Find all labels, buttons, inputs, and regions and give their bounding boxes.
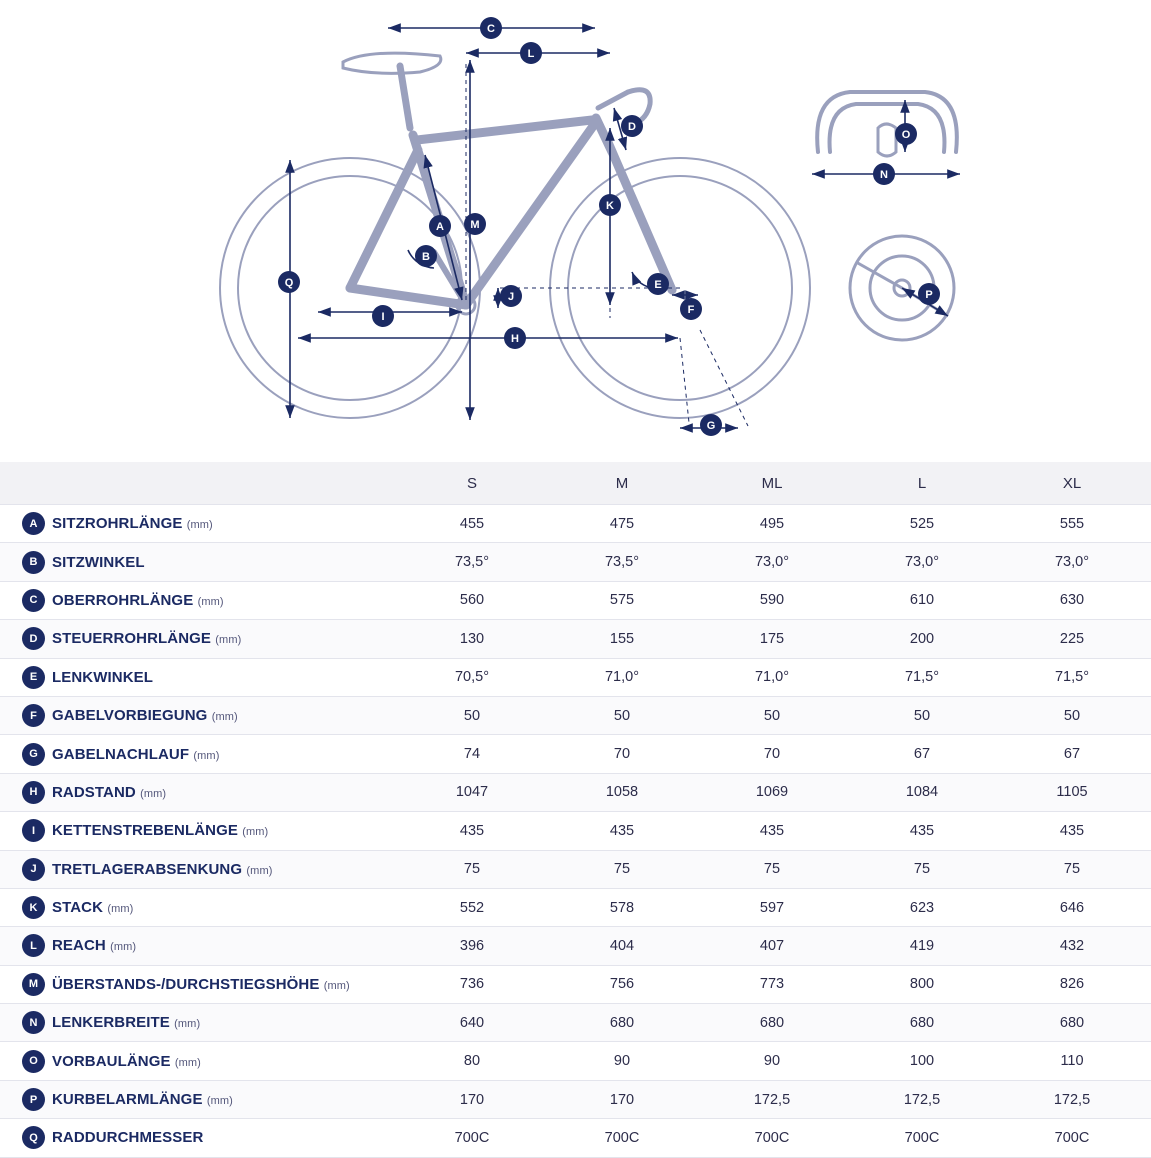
row-label-cell [52, 1004, 397, 1042]
diagram-marker-L [520, 42, 542, 64]
row-label-cell [52, 620, 397, 658]
value-cell: 73,0° [847, 543, 997, 581]
svg-text:M: M [470, 219, 480, 231]
row-label: KETTENSTREBENLÄNGE [52, 822, 238, 840]
diagram-marker-Q [278, 271, 300, 293]
row-unit: (mm) [206, 1095, 233, 1108]
row-badge: E [22, 666, 45, 689]
value-cell: 736 [397, 965, 547, 1003]
header-size-xl: XL [997, 462, 1147, 505]
row-unit: (mm) [174, 1018, 201, 1031]
header-size-l: L [847, 462, 997, 505]
diagram-marker-P [918, 283, 940, 305]
header-badge [0, 462, 52, 505]
value-cell: 170 [547, 1080, 697, 1118]
row-label-cell [52, 658, 397, 696]
svg-text:L: L [527, 48, 535, 60]
diagram-marker-K [599, 194, 621, 216]
svg-text:E: E [654, 279, 662, 291]
value-cell: 610 [847, 581, 997, 619]
value-cell: 70,5° [397, 658, 547, 696]
value-cell: 172,5 [847, 1080, 997, 1118]
row-spacer [1147, 505, 1151, 543]
table-row [0, 1080, 1151, 1118]
row-label-cell [52, 1042, 397, 1080]
value-cell: 70 [547, 735, 697, 773]
row-label: GABELNACHLAUF [52, 745, 190, 763]
row-spacer [1147, 1119, 1151, 1157]
row-unit: (mm) [197, 595, 224, 608]
value-cell: 800 [847, 965, 997, 1003]
table-row [0, 850, 1151, 888]
value-cell: 71,0° [547, 658, 697, 696]
row-label-cell [52, 543, 397, 581]
row-label-cell [52, 812, 397, 850]
header-spacer [1147, 462, 1151, 505]
table-row [0, 1004, 1151, 1042]
value-cell: 700C [697, 1119, 847, 1157]
value-cell: 435 [547, 812, 697, 850]
row-label: RADSTAND [52, 783, 136, 801]
row-label-cell [52, 773, 397, 811]
row-unit: (mm) [211, 711, 238, 724]
value-cell: 50 [547, 696, 697, 734]
value-cell: 680 [697, 1004, 847, 1042]
svg-text:H: H [511, 333, 519, 345]
diagram-marker-I [372, 305, 394, 327]
value-cell: 826 [997, 965, 1147, 1003]
value-cell: 396 [397, 927, 547, 965]
diagram-marker-O [895, 123, 917, 145]
value-cell: 50 [397, 696, 547, 734]
value-cell: 170 [397, 1080, 547, 1118]
row-badge: I [22, 819, 45, 842]
table-row [0, 543, 1151, 581]
row-spacer [1147, 543, 1151, 581]
row-label-cell [52, 1080, 397, 1118]
value-cell: 75 [847, 850, 997, 888]
row-unit: (mm) [107, 903, 134, 916]
value-cell: 575 [547, 581, 697, 619]
value-cell: 50 [847, 696, 997, 734]
diagram-marker-B [415, 245, 437, 267]
value-cell: 73,0° [997, 543, 1147, 581]
value-cell: 435 [847, 812, 997, 850]
value-cell: 1105 [997, 773, 1147, 811]
row-badge: M [22, 973, 45, 996]
value-cell: 404 [547, 927, 697, 965]
table-row [0, 581, 1151, 619]
diagram-marker-D [621, 115, 643, 137]
row-label: LENKWINKEL [52, 668, 153, 686]
value-cell: 90 [547, 1042, 697, 1080]
value-cell: 155 [547, 620, 697, 658]
row-badge-cell [0, 581, 52, 619]
row-badge-cell [0, 620, 52, 658]
row-label-cell [52, 965, 397, 1003]
row-spacer [1147, 1004, 1151, 1042]
svg-text:C: C [487, 23, 495, 35]
value-cell: 435 [397, 812, 547, 850]
row-label: STACK [52, 899, 104, 917]
row-label: TRETLAGERABSENKUNG [52, 860, 243, 878]
row-badge-cell [0, 543, 52, 581]
row-badge: Q [22, 1126, 45, 1149]
value-cell: 1084 [847, 773, 997, 811]
value-cell: 71,5° [847, 658, 997, 696]
table-row [0, 773, 1151, 811]
value-cell: 455 [397, 505, 547, 543]
value-cell: 640 [397, 1004, 547, 1042]
row-spacer [1147, 735, 1151, 773]
value-cell: 419 [847, 927, 997, 965]
table-row [0, 505, 1151, 543]
value-cell: 1058 [547, 773, 697, 811]
value-cell: 578 [547, 888, 697, 926]
value-cell: 80 [397, 1042, 547, 1080]
header-size-s: S [397, 462, 547, 505]
value-cell: 130 [397, 620, 547, 658]
row-badge-cell [0, 965, 52, 1003]
value-cell: 67 [997, 735, 1147, 773]
row-label-cell [52, 1119, 397, 1157]
value-cell: 50 [997, 696, 1147, 734]
row-label: SITZROHRLÄNGE [52, 515, 183, 533]
row-badge: G [22, 743, 45, 766]
value-cell: 1047 [397, 773, 547, 811]
row-label: OBERROHRLÄNGE [52, 591, 194, 609]
row-badge: F [22, 704, 45, 727]
row-unit: (mm) [242, 826, 269, 839]
svg-text:P: P [925, 289, 933, 301]
value-cell: 73,5° [547, 543, 697, 581]
value-cell: 680 [847, 1004, 997, 1042]
svg-text:F: F [687, 304, 695, 316]
value-cell: 773 [697, 965, 847, 1003]
row-spacer [1147, 773, 1151, 811]
value-cell: 590 [697, 581, 847, 619]
row-badge-cell [0, 735, 52, 773]
header-size-ml: ML [697, 462, 847, 505]
diagram-marker-F [680, 298, 702, 320]
row-badge-cell [0, 773, 52, 811]
row-label-cell [52, 581, 397, 619]
row-spacer [1147, 696, 1151, 734]
row-label: GABELVORBIEGUNG [52, 707, 208, 725]
row-badge-cell [0, 1004, 52, 1042]
svg-text:B: B [422, 251, 430, 263]
value-cell: 555 [997, 505, 1147, 543]
table-row [0, 1119, 1151, 1157]
row-label: SITZWINKEL [52, 553, 145, 571]
value-cell: 646 [997, 888, 1147, 926]
row-spacer [1147, 927, 1151, 965]
row-label: VORBAULÄNGE [52, 1052, 171, 1070]
row-badge-cell [0, 927, 52, 965]
row-badge: J [22, 858, 45, 881]
value-cell: 495 [697, 505, 847, 543]
value-cell: 225 [997, 620, 1147, 658]
value-cell: 100 [847, 1042, 997, 1080]
row-badge: P [22, 1088, 45, 1111]
table-row [0, 1042, 1151, 1080]
value-cell: 172,5 [997, 1080, 1147, 1118]
row-badge-cell [0, 505, 52, 543]
table-row [0, 927, 1151, 965]
diagram-marker-H [504, 327, 526, 349]
table-body [0, 505, 1151, 1158]
row-badge-cell [0, 888, 52, 926]
value-cell: 525 [847, 505, 997, 543]
value-cell: 475 [547, 505, 697, 543]
row-label: LENKERBREITE [52, 1014, 170, 1032]
row-badge: N [22, 1011, 45, 1034]
svg-text:O: O [901, 129, 911, 141]
diagram-marker-N [873, 163, 895, 185]
row-spacer [1147, 812, 1151, 850]
row-spacer [1147, 658, 1151, 696]
diagram-marker-C [480, 17, 502, 39]
table-row [0, 658, 1151, 696]
value-cell: 73,5° [397, 543, 547, 581]
value-cell: 435 [997, 812, 1147, 850]
row-unit: (mm) [140, 787, 167, 800]
geometry-table [0, 462, 1151, 1158]
row-badge-cell [0, 1042, 52, 1080]
row-badge: A [22, 512, 45, 535]
diagram-marker-M [464, 213, 486, 235]
row-badge-cell [0, 696, 52, 734]
row-unit: (mm) [215, 634, 242, 647]
row-label: STEUERROHRLÄNGE [52, 630, 212, 648]
value-cell: 73,0° [697, 543, 847, 581]
svg-text:Q: Q [284, 277, 294, 289]
value-cell: 90 [697, 1042, 847, 1080]
value-cell: 75 [547, 850, 697, 888]
table-row [0, 620, 1151, 658]
value-cell: 50 [697, 696, 847, 734]
value-cell: 680 [547, 1004, 697, 1042]
row-badge-cell [0, 1080, 52, 1118]
row-label-cell [52, 850, 397, 888]
value-cell: 74 [397, 735, 547, 773]
row-label: KURBELARMLÄNGE [52, 1091, 203, 1109]
diagram-marker-J [500, 285, 522, 307]
diagram-marker-E [647, 273, 669, 295]
svg-text:N: N [880, 169, 888, 181]
row-badge: O [22, 1050, 45, 1073]
value-cell: 1069 [697, 773, 847, 811]
row-unit: (mm) [110, 941, 137, 954]
svg-text:J: J [507, 291, 515, 303]
value-cell: 200 [847, 620, 997, 658]
row-label-cell [52, 696, 397, 734]
value-cell: 407 [697, 927, 847, 965]
row-label-cell [52, 505, 397, 543]
svg-text:G: G [706, 420, 716, 432]
row-unit: (mm) [193, 749, 220, 762]
row-label-cell [52, 735, 397, 773]
value-cell: 756 [547, 965, 697, 1003]
row-label: REACH [52, 937, 106, 955]
table-row [0, 812, 1151, 850]
row-badge: B [22, 551, 45, 574]
value-cell: 597 [697, 888, 847, 926]
row-badge: K [22, 896, 45, 919]
value-cell: 75 [997, 850, 1147, 888]
value-cell: 560 [397, 581, 547, 619]
value-cell: 67 [847, 735, 997, 773]
table-row [0, 965, 1151, 1003]
row-label-cell [52, 927, 397, 965]
row-label: ÜBERSTANDS-/DURCHSTIEGSHÖHE [52, 975, 320, 993]
row-badge: H [22, 781, 45, 804]
row-label: RADDURCHMESSER [52, 1129, 204, 1147]
diagram-marker-G [700, 414, 722, 436]
row-label-cell [52, 888, 397, 926]
row-spacer [1147, 1042, 1151, 1080]
row-spacer [1147, 1080, 1151, 1118]
value-cell: 700C [847, 1119, 997, 1157]
row-unit: (mm) [174, 1056, 201, 1069]
row-spacer [1147, 850, 1151, 888]
value-cell: 70 [697, 735, 847, 773]
row-badge-cell [0, 658, 52, 696]
table-row [0, 696, 1151, 734]
row-badge-cell [0, 812, 52, 850]
svg-text:D: D [628, 121, 636, 133]
value-cell: 680 [997, 1004, 1147, 1042]
row-badge: D [22, 627, 45, 650]
table-row [0, 888, 1151, 926]
svg-text:A: A [436, 221, 444, 233]
value-cell: 700C [547, 1119, 697, 1157]
header-size-m: M [547, 462, 697, 505]
value-cell: 172,5 [697, 1080, 847, 1118]
diagram-marker-A [429, 215, 451, 237]
value-cell: 700C [997, 1119, 1147, 1157]
row-spacer [1147, 620, 1151, 658]
row-unit: (mm) [323, 979, 350, 992]
value-cell: 700C [397, 1119, 547, 1157]
table-header [0, 462, 1151, 505]
value-cell: 552 [397, 888, 547, 926]
row-unit: (mm) [246, 864, 273, 877]
table-row [0, 735, 1151, 773]
value-cell: 75 [697, 850, 847, 888]
bicycle-geometry-diagram [0, 0, 1151, 462]
value-cell: 71,5° [997, 658, 1147, 696]
row-badge: C [22, 589, 45, 612]
value-cell: 71,0° [697, 658, 847, 696]
row-badge-cell [0, 1119, 52, 1157]
value-cell: 432 [997, 927, 1147, 965]
row-spacer [1147, 888, 1151, 926]
header-measure [52, 462, 397, 505]
value-cell: 435 [697, 812, 847, 850]
value-cell: 175 [697, 620, 847, 658]
row-badge-cell [0, 850, 52, 888]
svg-text:I: I [381, 311, 385, 323]
value-cell: 630 [997, 581, 1147, 619]
value-cell: 75 [397, 850, 547, 888]
row-badge: L [22, 934, 45, 957]
row-unit: (mm) [186, 519, 213, 532]
value-cell: 623 [847, 888, 997, 926]
row-spacer [1147, 965, 1151, 1003]
row-spacer [1147, 581, 1151, 619]
value-cell: 110 [997, 1042, 1147, 1080]
svg-text:K: K [606, 200, 614, 212]
